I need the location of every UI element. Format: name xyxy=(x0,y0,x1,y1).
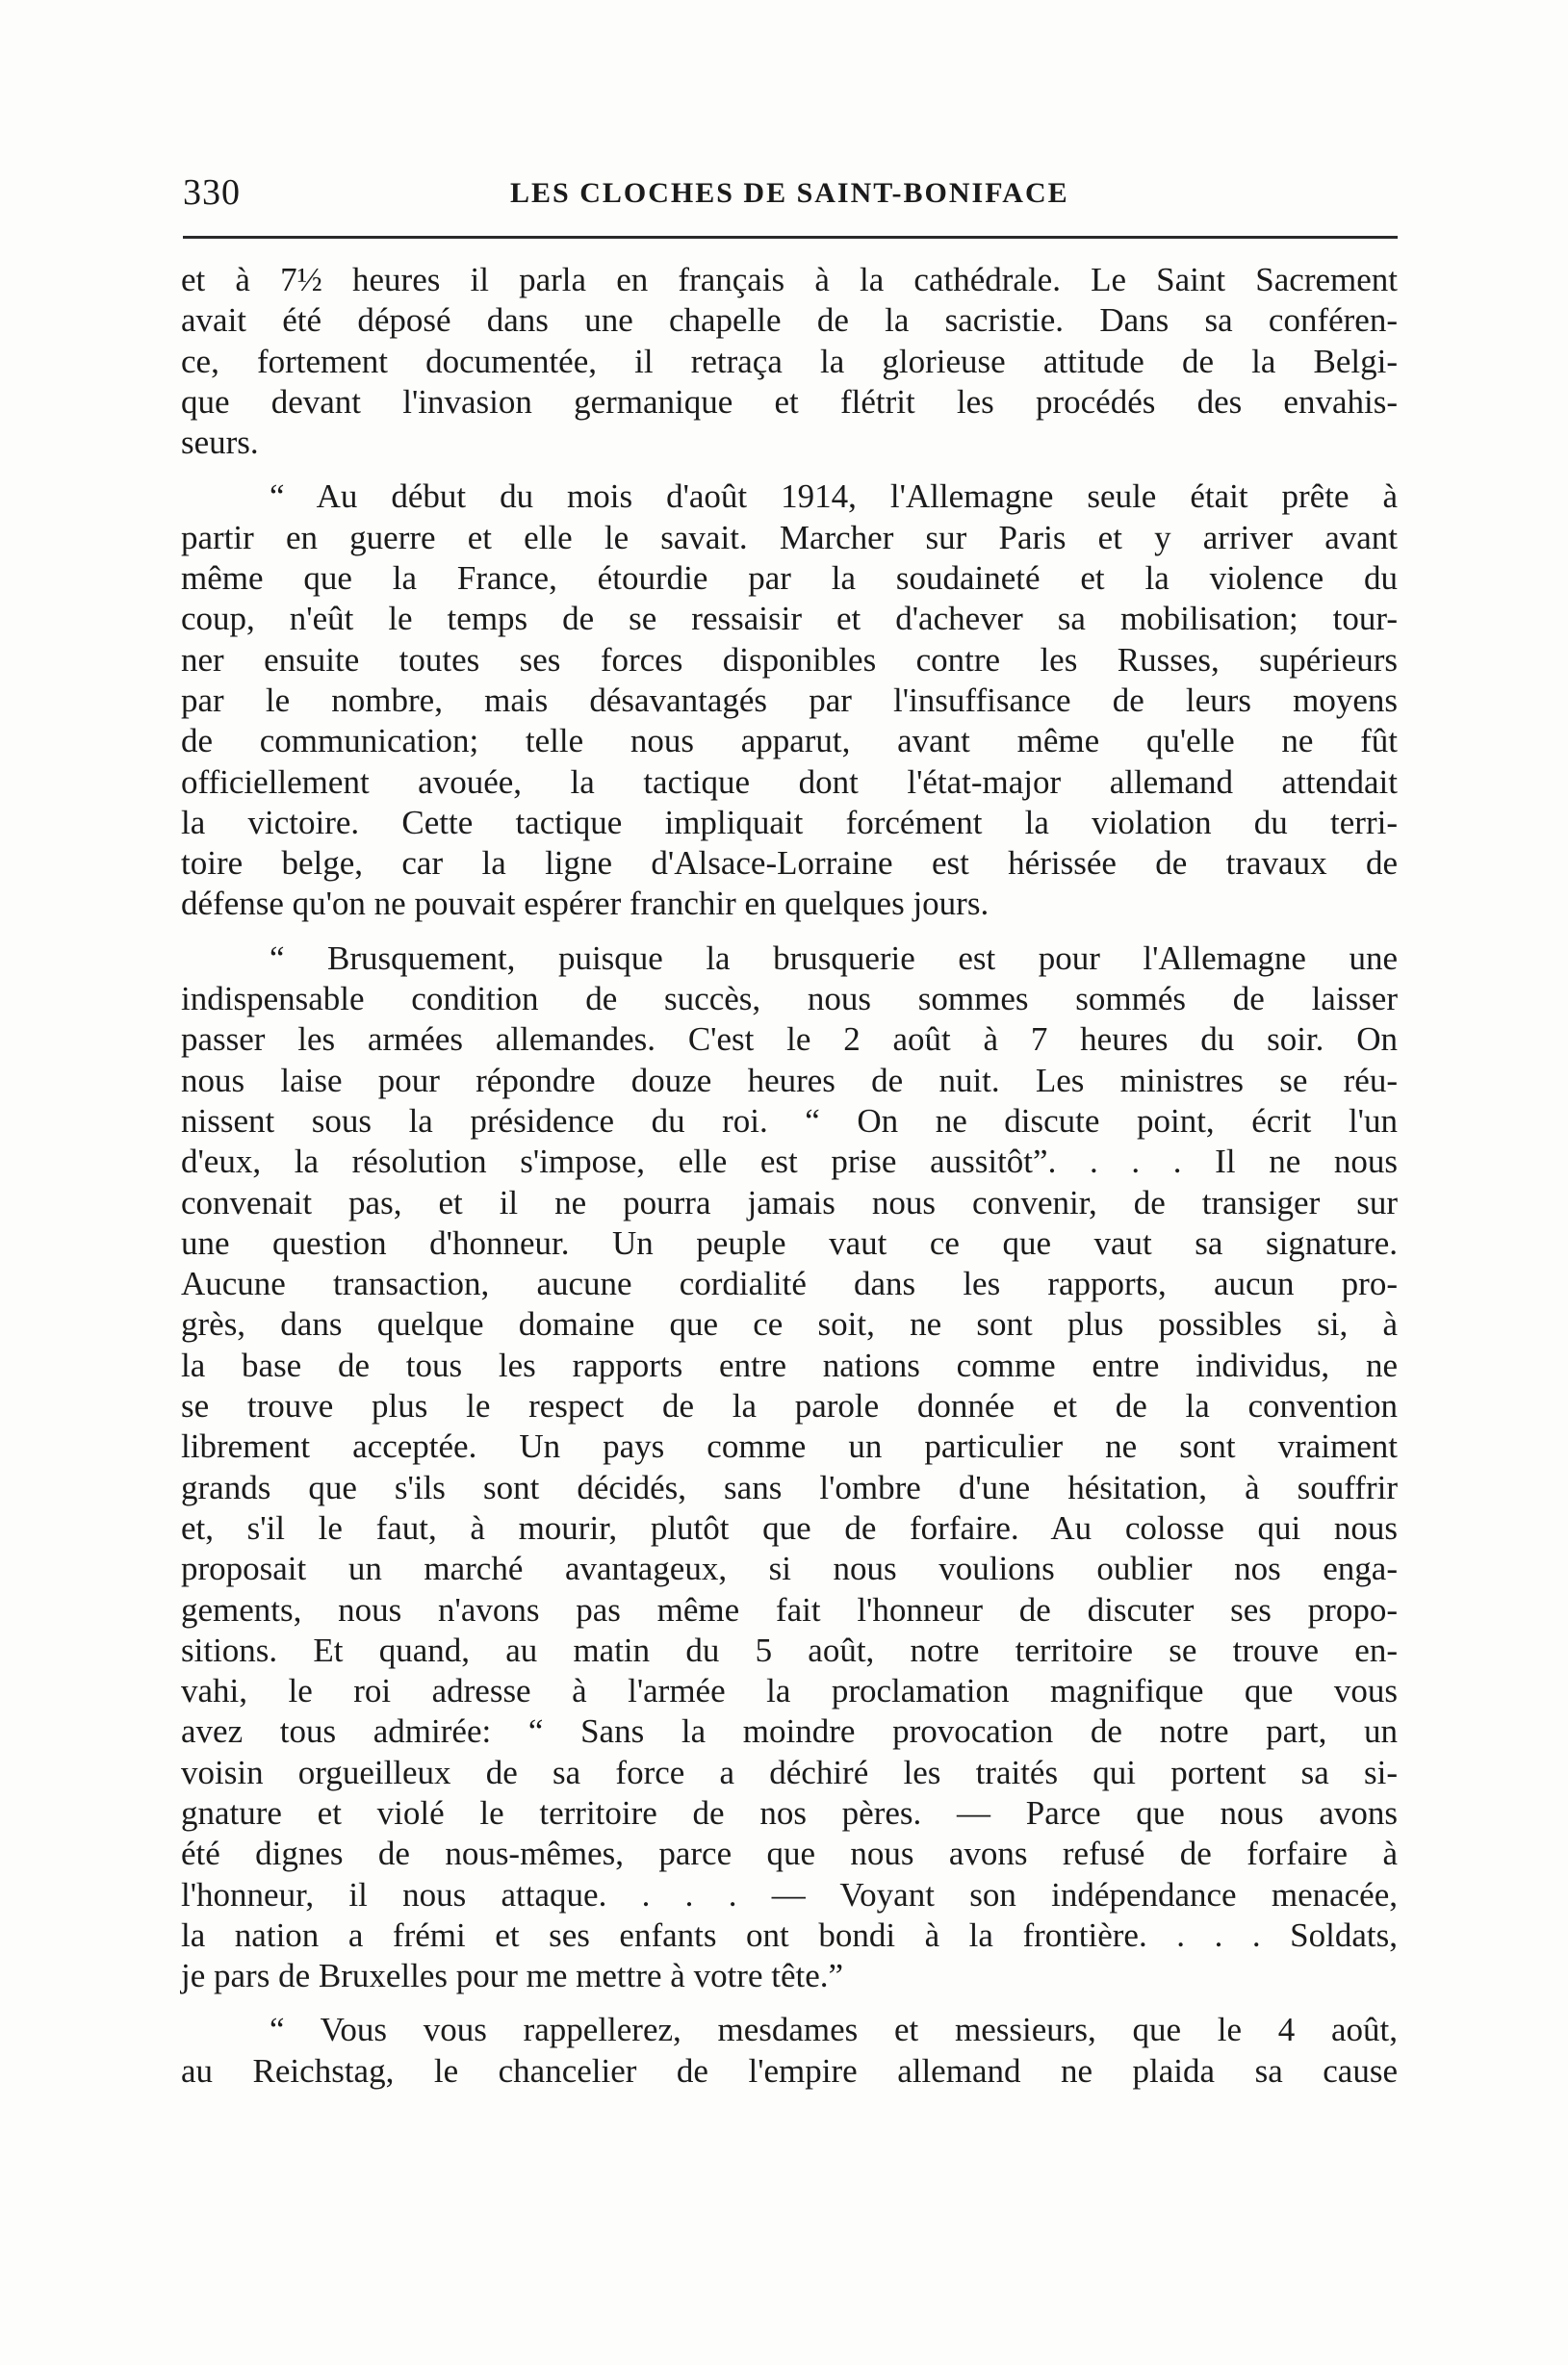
text-line: Aucune transaction, aucune cordialité dans les rapports, aucun pro- xyxy=(181,1265,1398,1303)
text-line: une question d'honneur. Un peuple vaut ce que vaut sa signature. xyxy=(181,1223,1398,1262)
text-line: “ Vous vous rappellerez, mesdames et messieurs, que le 4 août, xyxy=(270,2011,1398,2049)
text-line: gnature et violé le territoire de nos pères. — Parce que nous avons xyxy=(181,1793,1398,1832)
text-line: indispensable condition de succès, nous sommes sommés de laisser xyxy=(181,980,1398,1018)
text-line: défense qu'on ne pouvait espérer franchir en quelques jours. xyxy=(181,885,990,923)
text-line: été dignes de nous-mêmes, parce que nous avons refusé de forfaire à xyxy=(181,1835,1398,1873)
text-line: avait été déposé dans une chapelle de la sacristie. Dans sa conféren- xyxy=(181,301,1398,340)
text-line: la base de tous les rapports entre nations comme entre individus, ne xyxy=(181,1346,1398,1384)
page-header xyxy=(183,171,1398,218)
text-line: et à 7½ heures il parla en français à la cathédrale. Le Saint Sacrement xyxy=(181,261,1398,298)
text-line: passer les armées allemandes. C'est le 2 août à 7 heures du soir. On xyxy=(181,1020,1398,1059)
header-rule xyxy=(183,236,1398,239)
text-line: vahi, le roi adresse à l'armée la proclamation magnifique que vous xyxy=(181,1672,1398,1710)
text-line: la nation a frémi et ses enfants ont bondi à la frontière. . . . Soldats, xyxy=(181,1915,1398,1954)
text-line: que devant l'invasion germanique et flétrit les procédés des envahis- xyxy=(181,382,1398,421)
text-line: partir en guerre et elle le savait. Marcher sur Paris et y arriver avant xyxy=(181,518,1398,556)
text-line: “ Au début du mois d'août 1914, l'Allemagne seule était prête à xyxy=(270,477,1398,516)
text-line: proposait un marché avantageux, si nous voulions oublier nos enga- xyxy=(181,1550,1398,1588)
text-line: gements, nous n'avons pas même fait l'honneur de discuter ses propo- xyxy=(181,1590,1398,1629)
text-line: même que la France, étourdie par la soudaineté et la violence du xyxy=(181,559,1398,598)
paragraph-3 xyxy=(181,938,1398,1997)
paragraph-1 xyxy=(181,260,1398,463)
text-line: et, s'il le faut, à mourir, plutôt que de forfaire. Au colosse qui nous xyxy=(181,1508,1398,1547)
text-line: convenait pas, et il ne pourra jamais nous convenir, de transiger sur xyxy=(181,1183,1398,1221)
text-line: voisin orgueilleux de sa force a déchiré les traités qui portent sa si- xyxy=(181,1753,1398,1791)
text-line: la victoire. Cette tactique impliquait forcément la violation du terri- xyxy=(181,803,1398,841)
text-line: nissent sous la présidence du roi. “ On ne discute point, écrit l'un xyxy=(181,1101,1398,1140)
body-text xyxy=(181,260,1398,2105)
text-line: d'eux, la résolution s'impose, elle est prise aussitôt”. . . . Il ne nous xyxy=(181,1143,1398,1181)
text-line: l'honneur, il nous attaque. . . . — Voyant son indépendance menacée, xyxy=(181,1875,1398,1914)
text-line: avez tous admirée: “ Sans la moindre provocation de notre part, un xyxy=(181,1712,1398,1751)
paragraph-2 xyxy=(181,476,1398,924)
text-line: “ Brusquement, puisque la brusquerie est pour l'Allemagne une xyxy=(270,938,1398,977)
running-title: LES CLOCHES DE SAINT-BONIFACE xyxy=(510,177,1069,209)
text-line: ner ensuite toutes ses forces disponibles contre les Russes, supérieurs xyxy=(181,640,1398,679)
text-line: de communication; telle nous apparut, avant même qu'elle ne fût xyxy=(181,722,1398,760)
text-line: par le nombre, mais désavantagés par l'insuffisance de leurs moyens xyxy=(181,681,1398,719)
text-line: sitions. Et quand, au matin du 5 août, notre territoire se trouve en- xyxy=(181,1631,1398,1669)
text-line: librement acceptée. Un pays comme un particulier ne sont vraiment xyxy=(181,1427,1398,1466)
text-line: grès, dans quelque domaine que ce soit, ne sont plus possibles si, à xyxy=(181,1305,1398,1344)
text-line: au Reichstag, le chancelier de l'empire allemand ne plaida sa cause xyxy=(181,2051,1398,2090)
text-line: je pars de Bruxelles pour me mettre à votre tête.” xyxy=(181,1957,844,1995)
text-line: officiellement avouée, la tactique dont l'état-major allemand attendait xyxy=(181,762,1398,801)
text-line: se trouve plus le respect de la parole donnée et de la convention xyxy=(181,1387,1398,1426)
text-line: seurs. xyxy=(181,424,259,462)
paragraph-4 xyxy=(181,2010,1398,2092)
text-line: grands que s'ils sont décidés, sans l'ombre d'une hésitation, à souffrir xyxy=(181,1468,1398,1506)
text-line: nous laise pour répondre douze heures de nuit. Les ministres se réu- xyxy=(181,1061,1398,1099)
text-line: coup, n'eût le temps de se ressaisir et d'achever sa mobilisation; tour- xyxy=(181,600,1398,638)
page-number: 330 xyxy=(183,172,241,213)
text-line: toire belge, car la ligne d'Alsace-Lorraine est hérissée de travaux de xyxy=(181,844,1398,883)
text-line: ce, fortement documentée, il retraça la glorieuse attitude de la Belgi- xyxy=(181,342,1398,380)
